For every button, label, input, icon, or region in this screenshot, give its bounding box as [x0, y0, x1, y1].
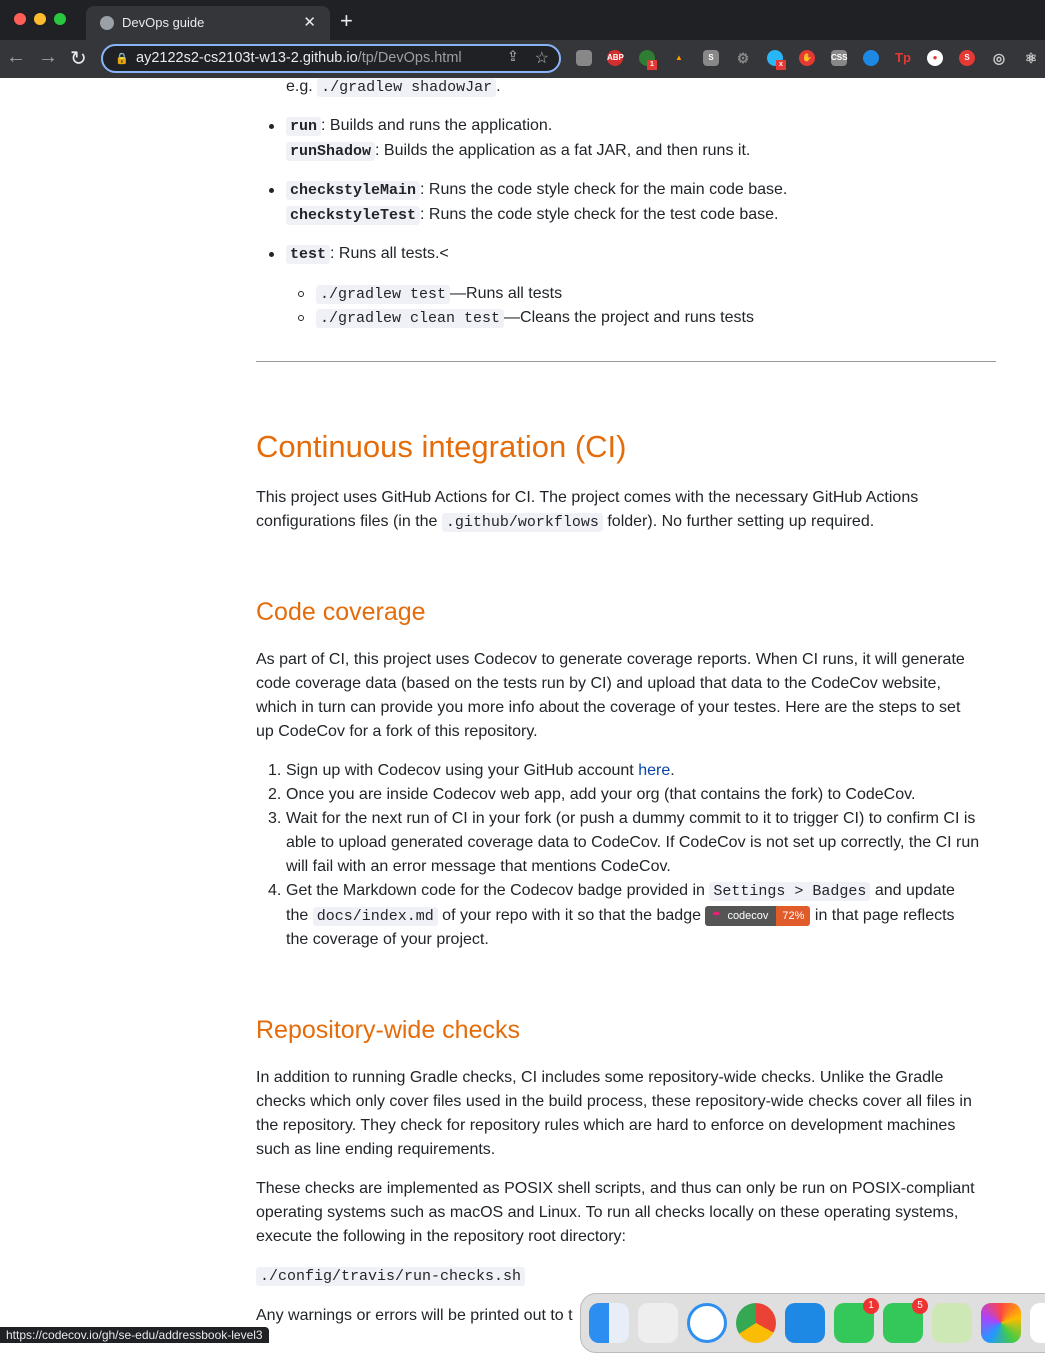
- codecov-signup-link[interactable]: here: [638, 762, 671, 779]
- task-runshadow: runShadow : Builds the application as a fat JAR, and then runs it.: [286, 139, 750, 164]
- lock-icon: 🔒: [115, 53, 129, 65]
- repo-paragraph-line: These checks are implemented as POSIX shell scripts, and thus can only be run on POSIX-compliant: [256, 1180, 975, 1197]
- coverage-paragraph-line: code coverage data (based on the tests run by CI) and upload that data to the CodeCov website,: [256, 675, 941, 692]
- heading-repo-checks: Repository-wide checks: [256, 1016, 520, 1044]
- step-4-line: Get the Markdown code for the Codecov badge provided in Settings > Badges and update: [286, 882, 955, 900]
- extension-icon[interactable]: 1: [639, 50, 655, 66]
- step-2: Once you are inside Codecov web app, add your org (that contains the fork) to CodeCov.: [286, 786, 916, 803]
- bookmark-star-icon[interactable]: ☆: [534, 50, 549, 67]
- mail-icon[interactable]: [785, 1303, 825, 1343]
- run-checks-code: ./config/travis/run-checks.sh: [256, 1264, 525, 1289]
- tab-title: DevOps guide: [122, 15, 205, 30]
- step-4-line: the docs/index.md of your repo with it so that the badge ☂ codecov 72% in that page reflects: [286, 904, 955, 929]
- subtask-gradlew-test: ./gradlew test —Runs all tests: [316, 282, 562, 307]
- step-4-line: the coverage of your project.: [286, 931, 489, 948]
- extension-icon[interactable]: [576, 50, 592, 66]
- s-extension-icon[interactable]: S: [959, 50, 975, 66]
- example-line: e.g. ./gradlew shadowJar .: [286, 78, 501, 96]
- coverage-paragraph-line: up CodeCov for a fork of this repository.: [256, 723, 538, 740]
- sub-bullet: [298, 291, 304, 297]
- browser-chrome: [0, 0, 1045, 78]
- tab-strip: [0, 0, 1045, 40]
- extension-icon[interactable]: ▲: [675, 53, 683, 62]
- globe-icon: [100, 16, 114, 30]
- close-tab-icon[interactable]: ✕: [303, 14, 316, 31]
- task-test: test : Runs all tests.<: [286, 242, 449, 267]
- launchpad-icon[interactable]: [638, 1303, 678, 1343]
- extension-icon[interactable]: ◎: [992, 50, 1006, 66]
- calendar-icon[interactable]: [1030, 1303, 1045, 1343]
- repo-paragraph-line: such as line ending requirements.: [256, 1141, 496, 1158]
- share-icon[interactable]: ⇪: [506, 49, 519, 65]
- minimize-window-button[interactable]: [34, 13, 46, 25]
- close-window-button[interactable]: [14, 13, 26, 25]
- step-3-line: Wait for the next run of CI in your fork (or push a dummy commit to it to trigger CI) to confirm CI is: [286, 810, 976, 827]
- repo-paragraph-line: operating systems such as macOS and Linux. To run all checks locally on these operating systems,: [256, 1204, 959, 1221]
- facetime-icon[interactable]: [834, 1300, 874, 1343]
- divider: [256, 361, 996, 362]
- task-checkstyletest: checkstyleTest : Runs the code style check for the test code base.: [286, 203, 778, 228]
- safari-icon[interactable]: [687, 1303, 727, 1343]
- step-number: 4.: [268, 882, 282, 899]
- task-run: run : Builds and runs the application.: [286, 114, 552, 139]
- coverage-paragraph-line: which in turn can provide you more info about the coverage of your testes. Here are the steps to set: [256, 699, 961, 716]
- repo-paragraph-line: checks which only cover files used in the build process, these repository-wide checks cover all files in: [256, 1093, 972, 1110]
- address-bar[interactable]: [101, 44, 561, 73]
- tab-devops-guide[interactable]: [86, 6, 330, 40]
- maximize-window-button[interactable]: [54, 13, 66, 25]
- extension-icon[interactable]: S: [703, 50, 719, 66]
- repo-paragraph-line: Any warnings or errors will be printed out to t: [256, 1307, 573, 1324]
- subtask-gradlew-clean-test: ./gradlew clean test —Cleans the project and runs tests: [316, 306, 754, 331]
- repo-paragraph-line: execute the following in the repository root directory:: [256, 1228, 626, 1245]
- step-1: Sign up with Codecov using your GitHub account here.: [286, 762, 675, 779]
- step-number: 1.: [268, 762, 282, 779]
- forward-icon[interactable]: →: [38, 46, 58, 68]
- messages-icon[interactable]: [883, 1300, 923, 1343]
- repo-paragraph-line: the repository. They check for repository rules which are hard to enforce on development machines: [256, 1117, 956, 1134]
- bullet: [269, 188, 274, 193]
- back-icon[interactable]: ←: [6, 46, 26, 68]
- bullet: [269, 124, 274, 129]
- sub-bullet: [298, 315, 304, 321]
- tp-extension-icon[interactable]: Tp: [895, 50, 911, 65]
- step-number: 3.: [268, 810, 282, 827]
- notification-badge: 5: [912, 1298, 928, 1314]
- step-number: 2.: [268, 786, 282, 803]
- notification-badge: 1: [863, 1298, 879, 1314]
- ci-paragraph-line: This project uses GitHub Actions for CI. The project comes with the necessary GitHub Actions: [256, 489, 919, 506]
- new-tab-button[interactable]: +: [340, 8, 353, 33]
- extension-icon[interactable]: ●: [927, 50, 943, 66]
- finder-icon[interactable]: [589, 1303, 629, 1343]
- link-status-bar: https://codecov.io/gh/se-edu/addressbook-level3: [0, 1327, 269, 1343]
- ci-paragraph-line: configurations files (in the .github/workflows folder). No further setting up required.: [256, 513, 875, 531]
- gear-extension-icon[interactable]: ⚙: [736, 50, 750, 66]
- codecov-badge[interactable]: ☂ codecov 72%: [705, 906, 810, 926]
- adblock-icon[interactable]: ABP: [607, 50, 623, 66]
- css-extension-icon[interactable]: CSS: [831, 50, 847, 66]
- bullet: [269, 252, 274, 257]
- extension-icon[interactable]: ✋: [799, 50, 815, 66]
- maps-icon[interactable]: [932, 1303, 972, 1343]
- step-3-line: will fail with an error message that mentions CodeCov.: [286, 858, 671, 875]
- macos-dock: [580, 1293, 1045, 1353]
- chrome-icon[interactable]: [736, 1303, 776, 1343]
- url-text[interactable]: ay2122s2-cs2103t-w13-2.github.io/tp/DevOps.html: [136, 50, 462, 66]
- extension-icon[interactable]: x: [767, 50, 783, 66]
- step-3-line: able to upload generated coverage data to CodeCov. If CodeCov is not set up correctly, the CI run: [286, 834, 980, 851]
- reload-icon[interactable]: ↻: [70, 48, 87, 70]
- photos-icon[interactable]: [981, 1303, 1021, 1343]
- repo-paragraph-line: In addition to running Gradle checks, CI includes some repository-wide checks. Unlike the Gradle: [256, 1069, 944, 1086]
- coverage-paragraph-line: As part of CI, this project uses Codecov to generate coverage reports. When CI runs, it will generate: [256, 651, 965, 668]
- heading-ci: Continuous integration (CI): [256, 429, 627, 464]
- react-extension-icon[interactable]: ⚛: [1024, 50, 1038, 66]
- task-checkstylemain: checkstyleMain : Runs the code style check for the main code base.: [286, 178, 787, 203]
- extension-icon[interactable]: [863, 50, 879, 66]
- heading-code-coverage: Code coverage: [256, 598, 426, 626]
